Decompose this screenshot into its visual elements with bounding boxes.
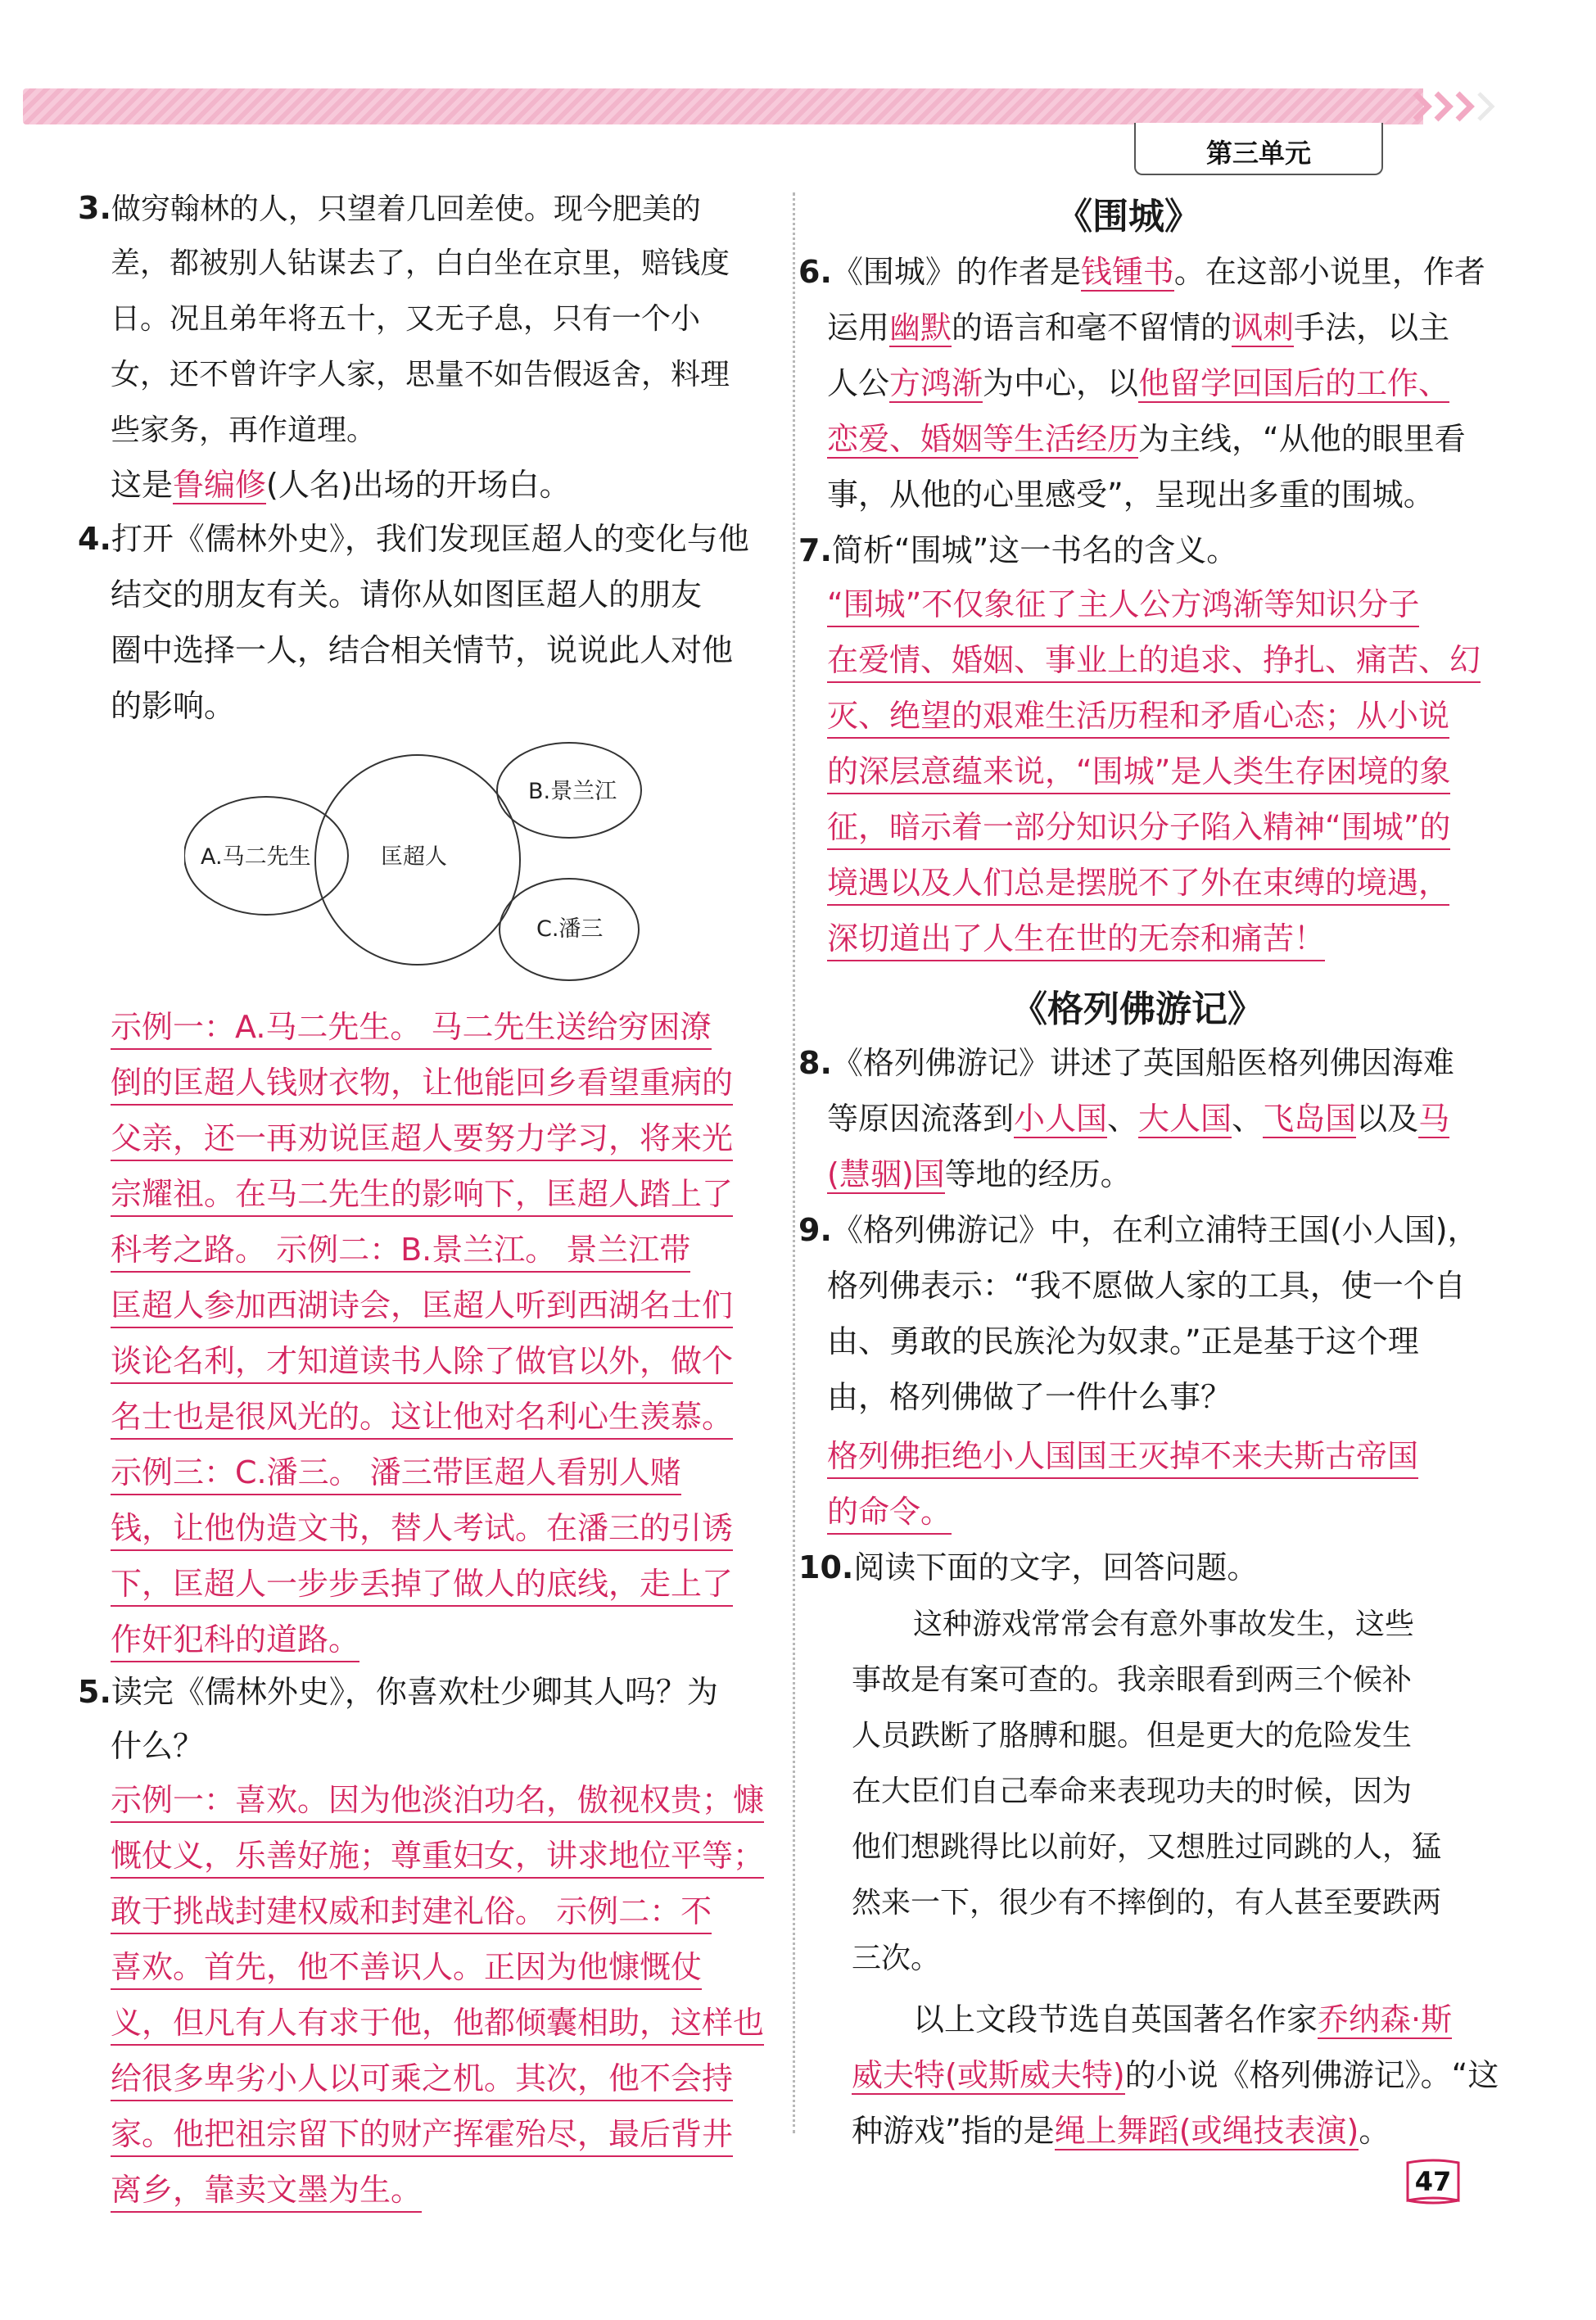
q8-answer-laputa: 飞岛国 [1263, 1101, 1357, 1137]
page-number: 47 [1414, 2166, 1452, 2197]
q10-question-line-1: 以上文段节选自英国著名作家乔纳森·斯 [913, 2001, 1453, 2037]
q8-line-3: (慧骃)国等地的经历。 [827, 1156, 1132, 1192]
q7-answer-line-7: 深切道出了人生在世的无奈和痛苦！ [827, 917, 1325, 961]
q7-answer-line-3: 灭、绝望的艰难生活历程和矛盾心态；从小说 [827, 694, 1449, 739]
q5-line-2: 什么？ [111, 1728, 205, 1764]
q9-line-1: 9.《格列佛游记》中，在利立浦特王国(小人国)， [798, 1212, 1479, 1248]
q7-answer-line-2: 在爱情、婚姻、事业上的追求、挣扎、痛苦、幻 [827, 639, 1481, 683]
q10-question-line-2: 威夫特(或斯威夫特)的小说《格列佛游记》。“这 [852, 2057, 1499, 2093]
q4-line-3: 圈中选择一人，结合相关情节，说说此人对他 [111, 632, 734, 668]
q3-line-4: 女，还不曾许字人家，思量不如告假返舍，料理 [111, 358, 730, 391]
q6-answer-protagonist: 方鸿渐 [889, 365, 983, 401]
q4-answer-line-1: 示例一：A.马二先生。 马二先生送给穷困潦 [111, 1006, 712, 1050]
venn-label-center: 匡超人 [381, 844, 447, 870]
venn-label-b: B.景兰江 [528, 779, 617, 804]
q9-line-4: 由，格列佛做了一件什么事？ [827, 1379, 1232, 1415]
q4-answer-line-12: 作奸犯科的道路。 [111, 1618, 359, 1662]
q8-answer-lilliput: 小人国 [1014, 1101, 1108, 1137]
q9-answer-line-2: 的命令。 [827, 1490, 952, 1535]
q6-line-1: 6.《围城》的作者是钱锺书。在这部小说里，作者 [798, 254, 1485, 290]
q6-line-3: 人公方鸿渐为中心，以他留学回国后的工作、 [827, 365, 1450, 401]
q5-answer-line-4: 喜欢。首先，他不善识人。正因为他慷慨仗 [111, 1946, 702, 1990]
q6-line-4: 恋爱、婚姻等生活经历为主线，“从他的眼里看 [827, 421, 1466, 457]
q9-line-3: 由、勇敢的民族沦为奴隶。”正是基于这个理 [827, 1323, 1419, 1359]
q8-answer-houyhnhnm-2: (慧骃)国 [827, 1156, 945, 1192]
q4-line-4: 的影响。 [111, 688, 236, 724]
q3-line-2: 差，都被别人钻谋去了，白白坐在京里，赔钱度 [111, 246, 730, 280]
q8-answer-brobdingnag: 大人国 [1138, 1101, 1232, 1137]
column-divider [793, 192, 795, 2133]
q3-line-1: 3.做穷翰林的人，只望着几回差使。现今肥美的 [78, 190, 701, 226]
q4-answer-line-3: 父亲，还一再劝说匡超人要努力学习，将来光 [111, 1117, 733, 1161]
q3-answer: 鲁编修 [173, 467, 267, 503]
q5-answer-line-6: 给很多卑劣小人以可乘之机。其次，他不会持 [111, 2057, 733, 2101]
q4-answer-line-11: 下，匡超人一步步丢掉了做人的底线，走上了 [111, 1562, 733, 1607]
q4-answer-line-4: 宗耀祖。在马二先生的影响下，匡超人踏上了 [111, 1173, 733, 1217]
q10-passage-line-6: 然来一下，很少有不摔倒的，有人甚至要跌两 [852, 1886, 1442, 1920]
section-title-gulliver: 《格列佛游记》 [1011, 988, 1264, 1030]
q10-passage-line-4: 在大臣们自己奉命来表现功夫的时候，因为 [852, 1775, 1413, 1808]
q3-line-3: 日。况且弟年将五十，又无子息，只有一个小 [111, 302, 701, 336]
q8-line-1: 8.《格列佛游记》讲述了英国船医格列佛因海难 [798, 1045, 1454, 1081]
q4-answer-line-10: 钱，让他伪造文书，替人考试。在潘三的引诱 [111, 1507, 733, 1551]
q8-answer-houyhnhnm-1: 马 [1418, 1101, 1450, 1137]
q4-answer-line-5: 科考之路。 示例二：B.景兰江。 景兰江带 [111, 1228, 690, 1273]
section-title-weicheng: 《围城》 [1056, 196, 1200, 237]
q10-line-1: 10.阅读下面的文字，回答问题。 [798, 1549, 1259, 1585]
q8-line-2: 等原因流落到小人国、大人国、飞岛国以及马 [827, 1101, 1450, 1137]
q5-answer-line-7: 家。他把祖宗留下的财产挥霍殆尽，最后背井 [111, 2113, 733, 2157]
venn-label-c: C.潘三 [536, 916, 604, 942]
q5-answer-line-5: 义，但凡有人有求于他，他都倾囊相助，这样也 [111, 2001, 764, 2046]
q9-answer-line-1: 格列佛拒绝小人国国王灭掉不来夫斯古帝国 [827, 1435, 1418, 1479]
header-band [23, 88, 1423, 124]
venn-label-a: A.马二先生 [201, 844, 311, 870]
q4-line-1: 4.打开《儒林外史》，我们发现匡超人的变化与他 [78, 521, 749, 557]
q7-answer-line-5: 征，暗示着一部分知识分子陷入精神“围城”的 [827, 806, 1450, 850]
q3-number: 3. [78, 190, 111, 226]
q10-passage-line-3: 人员跌断了胳膊和腿。但是更大的危险发生 [852, 1719, 1413, 1752]
q9-line-2: 格列佛表示：“我不愿做人家的工具，使一个自 [827, 1268, 1466, 1304]
unit-label-tab [1134, 123, 1383, 175]
q6-line-2: 运用幽默的语言和毫不留情的讽刺手法，以主 [827, 310, 1450, 346]
venn-diagram [184, 741, 643, 987]
q5-answer-line-3: 敢于挑战封建权威和封建礼俗。 示例二：不 [111, 1890, 712, 1934]
q10-answer-author-2: 威夫特(或斯威夫特) [852, 2057, 1125, 2093]
q7-answer-line-6: 境遇以及人们总是摆脱不了外在束缚的境遇， [827, 862, 1449, 906]
q7-answer-line-4: 的深层意蕴来说，“围城”是人类生存困境的象 [827, 750, 1450, 794]
q4-answer-line-8: 名士也是很风光的。这让他对名利心生羡慕。 [111, 1395, 733, 1440]
q10-passage-line-1: 这种游戏常常会有意外事故发生，这些 [913, 1608, 1415, 1641]
q7-answer-line-1: “围城”不仅象征了主人公方鸿渐等知识分子 [827, 583, 1419, 627]
q10-passage-line-5: 他们想跳得比以前好，又想胜过同跳的人，猛 [852, 1830, 1442, 1864]
q5-line-1: 5.读完《儒林外史》，你喜欢杜少卿其人吗？为 [78, 1674, 718, 1710]
q6-answer-humor: 幽默 [889, 310, 952, 346]
q6-answer-author: 钱锺书 [1080, 254, 1174, 290]
q10-answer-author-1: 乔纳森·斯 [1318, 2001, 1453, 2037]
q10-answer-game: 绳上舞蹈(或绳技表演) [1054, 2113, 1359, 2149]
q4-line-2: 结交的朋友有关。请你从如图匡超人的朋友 [111, 577, 703, 613]
q5-answer-line-2: 慨仗义，乐善好施；尊重妇女，讲求地位平等； [111, 1834, 764, 1879]
chevron-arrows-icon [1408, 85, 1507, 128]
q6-answer-mainline-1: 他留学回国后的工作、 [1138, 365, 1450, 401]
q6-line-5: 事，从他的心里感受”，呈现出多重的围城。 [827, 477, 1435, 513]
q3-question: 这是鲁编修(人名)出场的开场白。 [111, 467, 571, 503]
q4-answer-line-9: 示例三：C.潘三。 潘三带匡超人看别人赌 [111, 1451, 681, 1495]
q10-passage-line-7: 三次。 [852, 1942, 941, 1975]
q4-answer-line-2: 倒的匡超人钱财衣物，让他能回乡看望重病的 [111, 1061, 733, 1106]
q5-answer-line-8: 离乡，靠卖文墨为生。 [111, 2168, 422, 2213]
q4-answer-line-6: 匡超人参加西湖诗会，匡超人听到西湖名士们 [111, 1284, 733, 1328]
q10-passage-line-2: 事故是有案可查的。我亲眼看到两三个候补 [852, 1663, 1413, 1697]
q7-line-1: 7.简析“围城”这一书名的含义。 [798, 532, 1238, 568]
q4-answer-line-7: 谈论名利，才知道读书人除了做官以外，做个 [111, 1340, 733, 1384]
unit-label: 第三单元 [1205, 138, 1311, 169]
page-number-badge [1404, 2158, 1462, 2207]
q6-answer-satire: 讽刺 [1232, 310, 1295, 346]
q10-question-line-3: 种游戏”指的是绳上舞蹈(或绳技表演)。 [852, 2113, 1390, 2149]
q5-answer-line-1: 示例一：喜欢。因为他淡泊功名，傲视权贵；慷 [111, 1779, 764, 1823]
q3-line-5: 些家务，再作道理。 [111, 414, 377, 447]
q6-answer-mainline-2: 恋爱、婚姻等生活经历 [827, 421, 1139, 457]
